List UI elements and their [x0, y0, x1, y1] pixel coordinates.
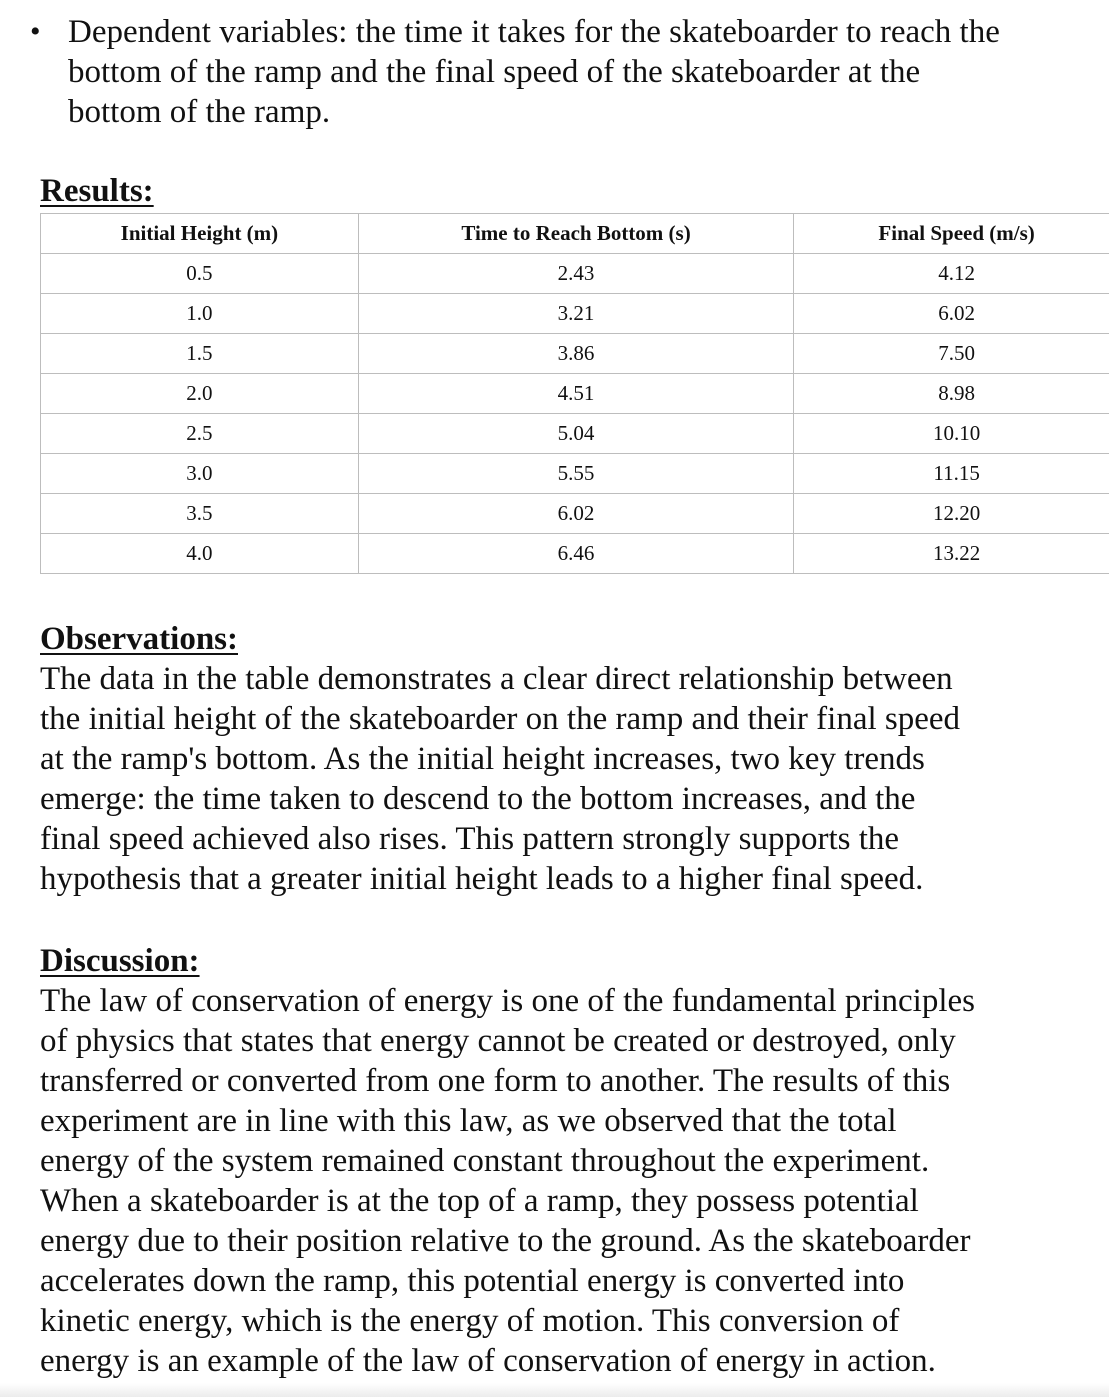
results-table [40, 213, 1109, 574]
discussion-section [40, 941, 1040, 1381]
paragraph-line: of physics that states that energy cannot be created or destroyed, only [40, 1023, 956, 1059]
cell-initial-height: 1.0 [41, 294, 359, 334]
cell-final-speed: 12.20 [794, 494, 1109, 534]
discussion-paragraph [40, 981, 1040, 1381]
table-header-row [41, 214, 1109, 254]
table-row [41, 454, 1109, 494]
paragraph-line: energy of the system remained constant throughout the experiment. [40, 1143, 930, 1179]
header-time-to-bottom: Time to Reach Bottom (s) [358, 214, 793, 254]
header-final-speed: Final Speed (m/s) [794, 214, 1109, 254]
cell-final-speed: 4.12 [794, 254, 1109, 294]
table-row [41, 254, 1109, 294]
paragraph-line: emerge: the time taken to descend to the bottom increases, and the [40, 781, 916, 817]
table-row [41, 494, 1109, 534]
cell-initial-height: 0.5 [41, 254, 359, 294]
table-row [41, 374, 1109, 414]
cell-final-speed: 10.10 [794, 414, 1109, 454]
cell-time-to-bottom: 4.51 [358, 374, 793, 414]
paragraph-line: energy due to their position relative to the ground. As the skateboarder [40, 1223, 971, 1259]
cell-final-speed: 8.98 [794, 374, 1109, 414]
dependent-variables-bullet [30, 12, 1030, 132]
observations-heading: Observations: [40, 621, 238, 657]
cell-time-to-bottom: 2.43 [358, 254, 793, 294]
cell-initial-height: 4.0 [41, 534, 359, 574]
cell-time-to-bottom: 3.21 [358, 294, 793, 334]
paragraph-line: The data in the table demonstrates a clear direct relationship between [40, 661, 953, 697]
results-heading: Results: [40, 173, 154, 209]
paragraph-line: The law of conservation of energy is one of the fundamental principles [40, 983, 976, 1019]
paragraph-line: When a skateboarder is at the top of a ramp, they possess potential [40, 1183, 919, 1219]
cell-final-speed: 13.22 [794, 534, 1109, 574]
cell-time-to-bottom: 5.04 [358, 414, 793, 454]
cell-final-speed: 7.50 [794, 334, 1109, 374]
observations-section [40, 619, 1040, 899]
cell-final-speed: 11.15 [794, 454, 1109, 494]
table-row [41, 414, 1109, 454]
table-row [41, 334, 1109, 374]
cell-time-to-bottom: 6.02 [358, 494, 793, 534]
cell-initial-height: 2.0 [41, 374, 359, 414]
cell-time-to-bottom: 6.46 [358, 534, 793, 574]
page-bottom-edge [0, 1383, 1109, 1397]
paragraph-line: hypothesis that a greater initial height leads to a higher final speed. [40, 861, 924, 897]
cell-time-to-bottom: 5.55 [358, 454, 793, 494]
table-row [41, 534, 1109, 574]
paragraph-line: kinetic energy, which is the energy of motion. This conversion of [40, 1303, 900, 1339]
cell-initial-height: 3.5 [41, 494, 359, 534]
header-initial-height: Initial Height (m) [41, 214, 359, 254]
paragraph-line: energy is an example of the law of conservation of energy in action. [40, 1343, 936, 1379]
paragraph-line: final speed achieved also rises. This pattern strongly supports the [40, 821, 900, 857]
cell-initial-height: 2.5 [41, 414, 359, 454]
observations-paragraph [40, 659, 1040, 899]
paragraph-line: at the ramp's bottom. As the initial height increases, two key trends [40, 741, 925, 777]
paragraph-line: transferred or converted from one form to another. The results of this [40, 1063, 951, 1099]
paragraph-line: accelerates down the ramp, this potential energy is converted into [40, 1263, 905, 1299]
discussion-heading: Discussion: [40, 943, 200, 979]
cell-final-speed: 6.02 [794, 294, 1109, 334]
cell-time-to-bottom: 3.86 [358, 334, 793, 374]
bullet-marker: • [30, 15, 41, 48]
dependent-variables-text: Dependent variables: the time it takes for the skateboarder to reach the bottom of the ramp and the final speed of the skateboarder at the bottom of the ramp. [68, 14, 1000, 130]
cell-initial-height: 3.0 [41, 454, 359, 494]
cell-initial-height: 1.5 [41, 334, 359, 374]
paragraph-line: the initial height of the skateboarder on the ramp and their final speed [40, 701, 961, 737]
table-row [41, 294, 1109, 334]
paragraph-line: experiment are in line with this law, as we observed that the total [40, 1103, 897, 1139]
